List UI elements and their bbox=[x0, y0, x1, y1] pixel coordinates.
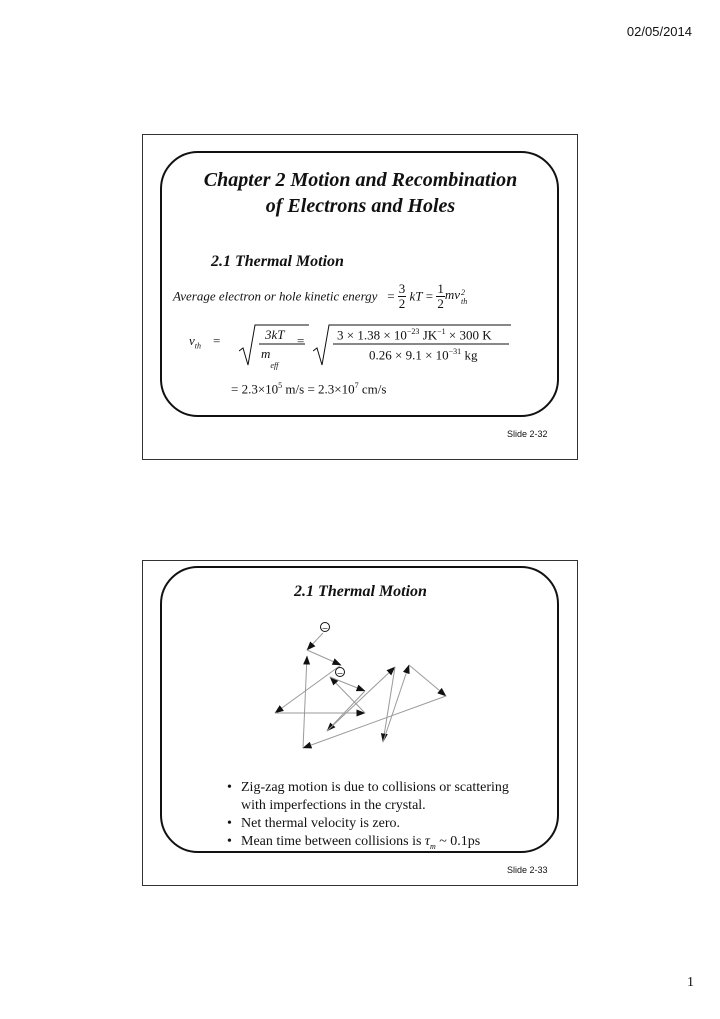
sqrt-2-numerator: $3 \times 1.38 \times 10^{-23}$ $JK^{-1} \times 300$ K bbox=[337, 327, 492, 343]
mv-term: mv 2 th bbox=[444, 287, 468, 306]
sqrt-2-denominator: $0.26 \times 9.1 \times 10^{-31}$ kg bbox=[369, 347, 478, 363]
velocity-result: = $2.3\times 10^5$ $m/s = 2.3\times 10^7$ cm/s bbox=[231, 381, 387, 397]
page-date: 02/05/2014 bbox=[626, 24, 692, 39]
zigzag-motion-diagram bbox=[263, 611, 473, 761]
energy-label: Average electron or hole kinetic energy bbox=[173, 288, 378, 304]
thermal-velocity-equation: $v_{th}$ = 3kT $m_{eff}$ = $3 \times 1.38 \times 10^{-23}$ $JK^{-1} \times 300$ K $0.26 \times 9.1 \times 10^{-31}$ kg bbox=[189, 321, 569, 371]
slide-number-label: Slide 2-32 bbox=[507, 429, 548, 439]
path-segment bbox=[307, 633, 323, 650]
slide-title-line-1: Chapter 2 Motion and Recombination bbox=[203, 169, 518, 191]
bullet-item: • Zig-zag motion is due to collisions or scattering with imperfections in the crystal. bbox=[227, 779, 547, 815]
path-segment bbox=[303, 656, 307, 748]
bullet-list bbox=[227, 779, 547, 856]
path-segment bbox=[383, 667, 395, 742]
path-segment bbox=[330, 677, 365, 691]
sqrt-1-numerator: 3kT bbox=[265, 327, 285, 342]
electron-marker bbox=[336, 668, 345, 678]
page-number: 1 bbox=[687, 975, 694, 990]
eq-sign: = bbox=[387, 288, 395, 304]
slide-title-line-2: of Electrons and Holes bbox=[265, 195, 456, 217]
svg-text:–: – bbox=[322, 622, 328, 633]
path-segment bbox=[330, 677, 365, 713]
bullet-item: • Mean time between collisions is $\tau_m$ ~ 0.1ps bbox=[227, 833, 547, 856]
v-th-symbol: $v_{th}$ bbox=[189, 333, 202, 351]
sqrt-1-denominator: $m_{eff}$ bbox=[261, 346, 279, 370]
path-segment bbox=[383, 665, 409, 742]
slide-title bbox=[163, 167, 558, 219]
section-heading: 2.1 Thermal Motion bbox=[294, 583, 427, 600]
electron-marker bbox=[321, 623, 330, 633]
section-heading: 2.1 Thermal Motion bbox=[211, 253, 344, 270]
path-segment bbox=[307, 650, 341, 665]
svg-text:–: – bbox=[337, 667, 343, 678]
kt-term: kT bbox=[409, 288, 423, 304]
path-segment bbox=[275, 665, 341, 713]
path-segment bbox=[409, 665, 446, 696]
slide-2-32 bbox=[142, 134, 578, 460]
energy-equation: Average electron or hole kinetic energy = $\frac{3}{2}$ kT = $\frac{1}{2}$ mv 2 th bbox=[173, 281, 468, 311]
slide-number-label: Slide 2-33 bbox=[507, 865, 548, 875]
fraction-one-half: $\frac{1}{2}$ bbox=[437, 281, 444, 311]
fraction-three-halves: $\frac{3}{2}$ bbox=[398, 281, 406, 311]
path-segment bbox=[303, 696, 446, 748]
slide-2-33 bbox=[142, 560, 578, 886]
bullet-item: • Net thermal velocity is zero. bbox=[227, 815, 547, 833]
